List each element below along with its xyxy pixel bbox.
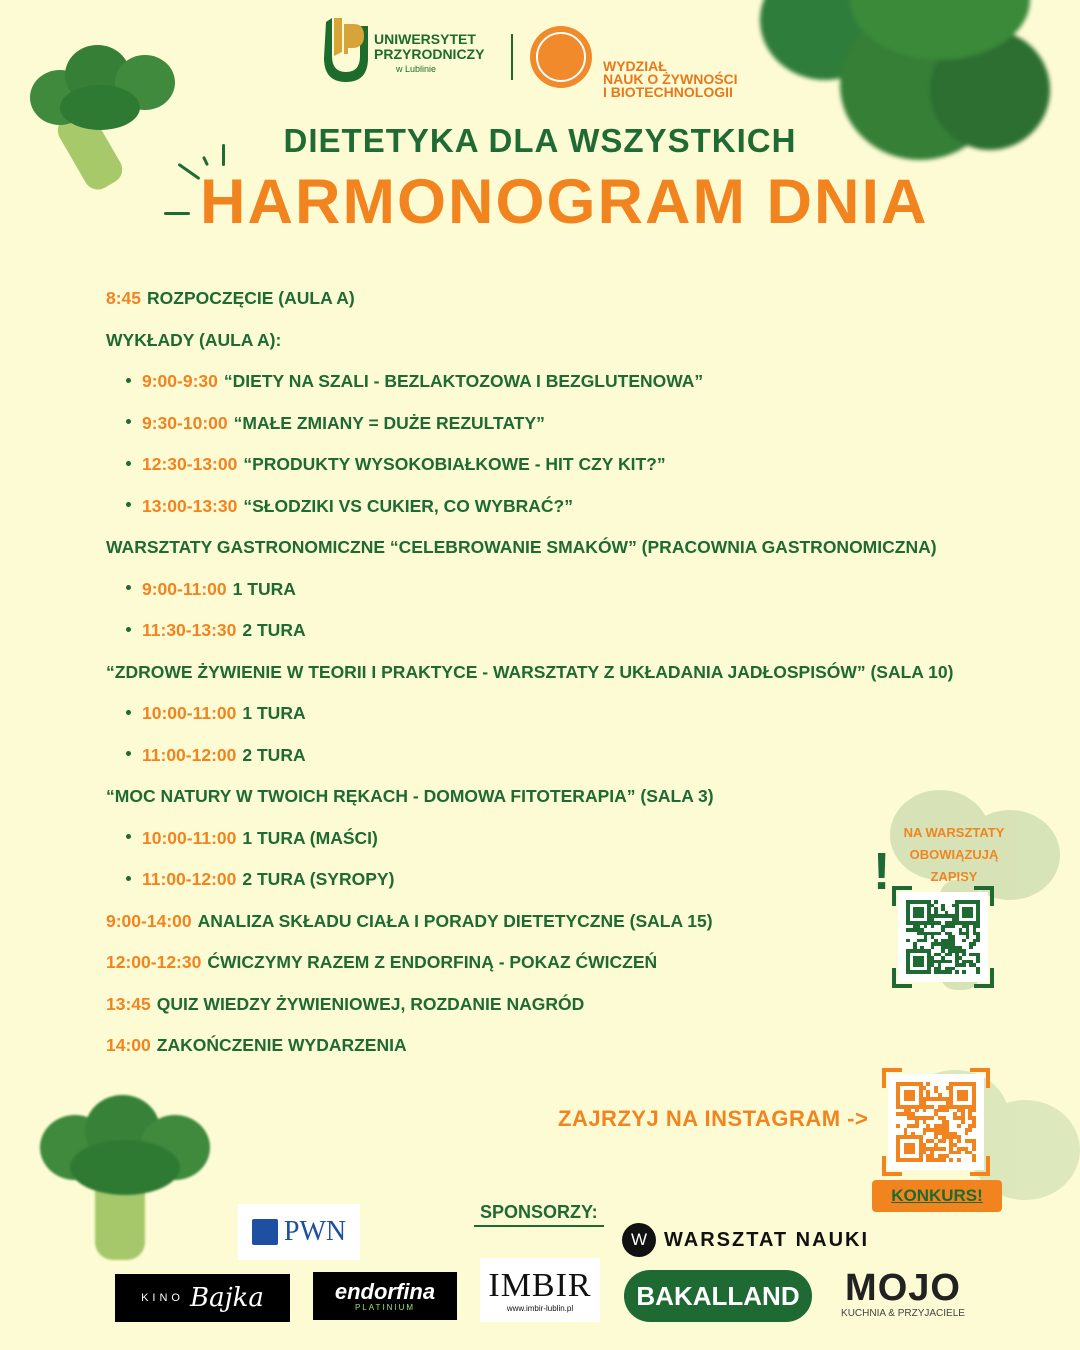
- bullet-icon: [126, 585, 131, 590]
- schedule-subitem: [106, 408, 986, 450]
- schedule-time: 11:30-13:30: [142, 620, 237, 640]
- schedule-text: 2 TURA: [242, 744, 306, 765]
- schedule-item: [106, 532, 986, 574]
- schedule-text: 1 TURA (MAŚCI): [242, 827, 378, 848]
- schedule-text: “DIETY NA SZALI - BEZLAKTOZOWA I BEZGLUTENOWA”: [223, 371, 704, 391]
- schedule-text: QUIZ WIEDZY ŻYWIENIOWEJ, ROZDANIE NAGRÓD: [156, 993, 585, 1014]
- signup-notice: NA WARSZTATY OBOWIĄZUJĄ ZAPISY: [903, 825, 1005, 884]
- broccoli-illustration-top-left: [30, 40, 180, 190]
- schedule-text: 2 TURA: [242, 620, 306, 640]
- schedule-time: 9:00-14:00: [106, 910, 192, 931]
- schedule-text: 2 TURA (SYROPY): [242, 869, 395, 889]
- schedule-text: ĆWICZYMY RAZEM Z ENDORFINĄ - POKAZ ĆWICZEŃ: [207, 952, 658, 972]
- university-city: w Lublinie: [396, 64, 437, 74]
- schedule-item: [106, 1030, 986, 1072]
- schedule-text: ROZPOCZĘCIE (AULA A): [147, 288, 355, 308]
- bullet-icon: [126, 710, 131, 715]
- schedule-time: 9:00-9:30: [142, 371, 218, 391]
- contest-button[interactable]: KONKURS!: [872, 1180, 1002, 1212]
- schedule-time: 14:00: [106, 1035, 151, 1055]
- signup-qr-code[interactable]: [898, 892, 988, 982]
- exclamation-icon: !: [873, 843, 891, 901]
- schedule-subitem: [106, 740, 986, 782]
- bullet-icon: [126, 378, 131, 383]
- schedule-time: 10:00-11:00: [142, 827, 237, 848]
- schedule-subitem: [106, 615, 986, 657]
- warsztat-mark-icon: W: [622, 1223, 656, 1257]
- university-mark-icon: [322, 16, 370, 88]
- schedule-item: [106, 781, 986, 823]
- imbir-logo: IMBIR www.imbir-lublin.pl: [480, 1258, 600, 1322]
- schedule-subitem: [106, 574, 986, 616]
- schedule-text: “ZDROWE ŻYWIENIE W TEORII I PRAKTYCE - WARSZTATY Z UKŁADANIA JADŁOSPISÓW” (SALA 10): [106, 661, 954, 682]
- schedule-time: 10:00-11:00: [142, 703, 237, 723]
- pwn-logo: PWN: [238, 1204, 360, 1260]
- schedule-item: [106, 325, 986, 367]
- schedule-text: WYKŁADY (AULA A):: [106, 329, 282, 350]
- schedule-subitem: [106, 366, 986, 408]
- schedule-text: WARSZTATY GASTRONOMICZNE “CELEBROWANIE SMAKÓW” (PRACOWNIA GASTRONOMICZNA): [106, 537, 937, 557]
- schedule-time: 11:00-12:00: [142, 869, 237, 889]
- schedule-subitem: [106, 449, 986, 491]
- faculty-name: WYDZIAŁ NAUK O ŻYWNOŚCI I BIOTECHNOLOGII: [603, 58, 738, 100]
- schedule-time: 12:30-13:00: [142, 454, 238, 474]
- university-logo: [322, 16, 512, 96]
- schedule-item: [106, 947, 986, 989]
- bullet-icon: [126, 876, 131, 881]
- kino-bajka-logo: KINO Bajka: [115, 1274, 290, 1322]
- bullet-icon: [126, 419, 131, 424]
- schedule-item: [106, 906, 986, 948]
- schedule-text: 1 TURA: [242, 703, 306, 723]
- schedule-subitem: [106, 698, 986, 740]
- mojo-logo: MOJO KUCHNIA & PRZYJACIELE: [841, 1266, 965, 1319]
- warsztat-nauki-logo: W WARSZTAT NAUKI: [622, 1220, 872, 1260]
- schedule-subitem: [106, 864, 986, 906]
- schedule-subitem: [106, 823, 986, 865]
- schedule-time: 9:30-10:00: [142, 412, 228, 433]
- broccoli-illustration-bottom-left: [40, 1095, 210, 1265]
- bullet-icon: [126, 502, 131, 507]
- sponsors-heading: SPONSORZY:: [480, 1202, 598, 1222]
- faculty-seal-icon: [530, 26, 592, 88]
- instagram-prompt: ZAJRZYJ NA INSTAGRAM ->: [558, 1106, 869, 1131]
- schedule-time: 12:00-12:30: [106, 952, 202, 972]
- schedule-time: 13:00-13:30: [142, 495, 238, 516]
- schedule-list: [106, 283, 986, 1072]
- schedule-text: ZAKOŃCZENIE WYDARZENIA: [156, 1035, 407, 1055]
- schedule-time: 11:00-12:00: [142, 744, 237, 765]
- bullet-icon: [126, 627, 131, 632]
- schedule-text: ANALIZA SKŁADU CIAŁA I PORADY DIETETYCZNE (SALA 15): [197, 910, 713, 931]
- schedule-time: 9:00-11:00: [142, 578, 227, 599]
- schedule-text: “PRODUKTY WYSOKOBIAŁKOWE - HIT CZY KIT?”: [243, 454, 666, 474]
- schedule-item: [106, 657, 986, 699]
- bakalland-logo: BAKALLAND: [624, 1270, 812, 1322]
- endorfina-logo: endorfina PLATINIUM: [313, 1272, 457, 1320]
- bullet-icon: [126, 834, 131, 839]
- logo-divider: [511, 34, 513, 80]
- schedule-text: “SŁODZIKI VS CUKIER, CO WYBRAĆ?”: [243, 495, 573, 516]
- schedule-text: “MAŁE ZMIANY = DUŻE REZULTATY”: [233, 412, 545, 433]
- schedule-title: HARMONOGRAM DNIA: [200, 167, 929, 237]
- schedule-item: [106, 283, 986, 325]
- university-name: UNIWERSYTET PRZYRODNICZY w Lublinie: [374, 32, 484, 77]
- bullet-icon: [126, 461, 131, 466]
- schedule-time: 8:45: [106, 288, 142, 308]
- schedule-text: “MOC NATURY W TWOICH RĘKACH - DOMOWA FITOTERAPIA” (SALA 3): [106, 786, 714, 806]
- accent-lines: [160, 140, 200, 220]
- schedule-text: 1 TURA: [232, 578, 296, 599]
- event-title: DIETETYKA DLA WSZYSTKICH: [283, 122, 797, 159]
- schedule-subitem: [106, 491, 986, 533]
- instagram-qr-code[interactable]: [888, 1074, 984, 1170]
- schedule-time: 13:45: [106, 993, 151, 1014]
- sponsors-underline: [474, 1225, 604, 1227]
- bullet-icon: [126, 751, 131, 756]
- schedule-item: [106, 989, 986, 1031]
- pwn-mark-icon: [252, 1219, 278, 1245]
